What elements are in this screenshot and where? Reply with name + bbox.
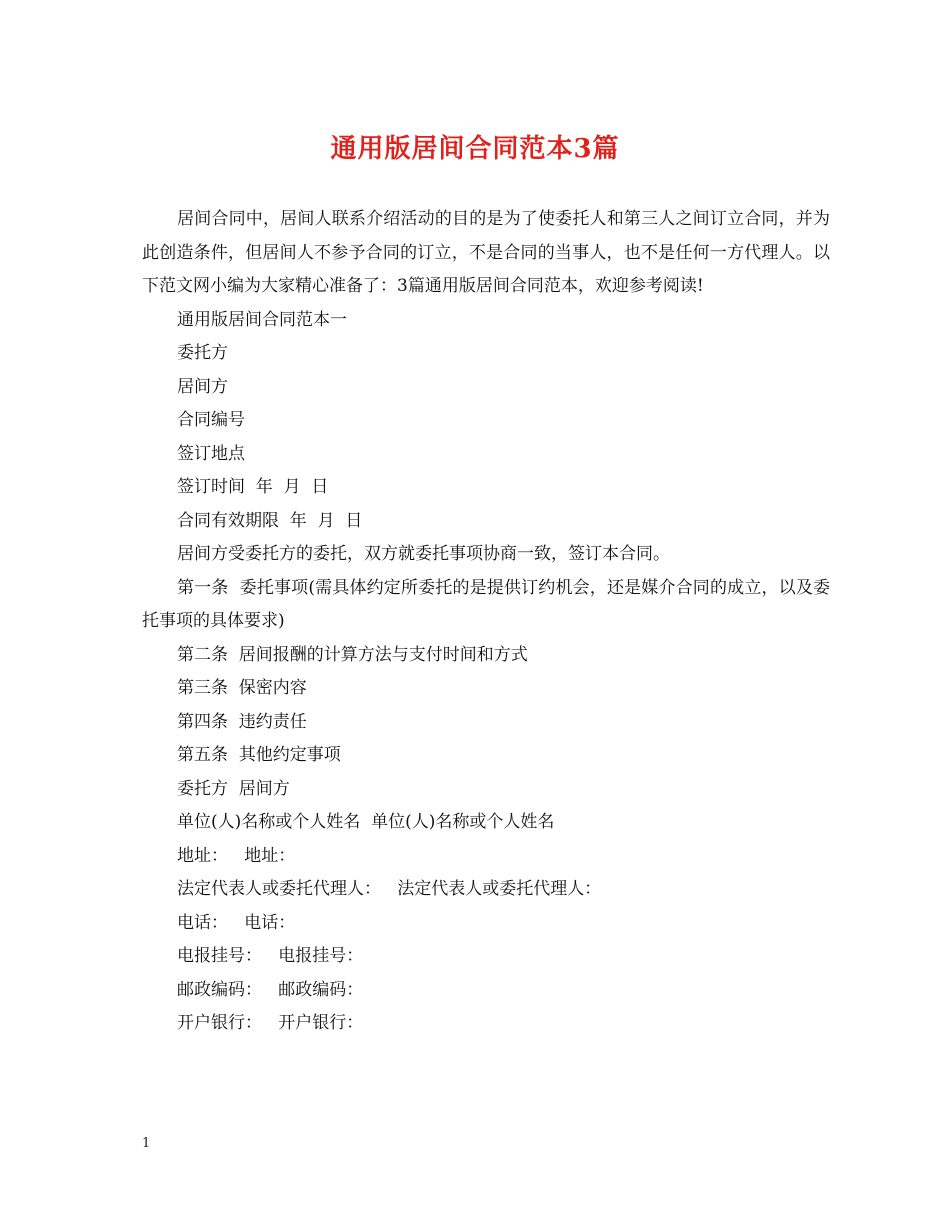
signature-telegraph: 电报挂号： 电报挂号： <box>177 946 364 966</box>
signature-phone: 电话： 电话： <box>177 912 296 933</box>
article-4: 第四条 违约责任 <box>177 711 307 732</box>
article-1: 第一条 委托事项(需具体约定所委托的是提供订约机会，还是媒介合同的成立，以及委托事项的具体要求) <box>142 577 830 631</box>
signature-address: 地址： 地址： <box>177 845 296 866</box>
page-number: 1 <box>142 1136 151 1151</box>
signature-postcode: 邮政编码： 邮政编码： <box>177 979 364 1000</box>
signature-parties: 委托方 居间方 <box>177 778 290 799</box>
signature-representative: 法定代表人或委托代理人： 法定代表人或委托代理人： <box>177 879 602 899</box>
article-5: 第五条 其他约定事项 <box>177 745 341 765</box>
field-validity-period: 合同有效期限 年 月 日 <box>177 510 363 531</box>
article-3: 第三条 保密内容 <box>177 678 307 698</box>
document-body <box>142 203 830 1041</box>
signature-name: 单位(人)名称或个人姓名 单位(人)名称或个人姓名 <box>177 812 555 832</box>
signature-bank: 开户银行： 开户银行： <box>177 1013 364 1033</box>
section-heading: 通用版居间合同范本一 <box>177 309 347 330</box>
field-signing-date: 签订时间 年 月 日 <box>177 477 329 497</box>
field-intermediary: 居间方 <box>177 376 228 397</box>
article-2: 第二条 居间报酬的计算方法与支付时间和方式 <box>177 644 528 665</box>
agreement-statement: 居间方受委托方的委托，双方就委托事项协商一致，签订本合同。 <box>177 544 670 564</box>
document-title: 通用版居间合同范本3篇 <box>330 134 620 164</box>
intro-paragraph: 居间合同中，居间人联系介绍活动的目的是为了使委托人和第三人之间订立合同，并为此创造条件，但居间人不参予合同的订立，不是合同的当事人，也不是任何一方代理人。以下范文网小编为大家精心准备了：3篇通用版居间合同范本，欢迎参考阅读! <box>142 209 830 296</box>
field-contract-number: 合同编号 <box>177 410 245 430</box>
field-signing-place: 签订地点 <box>177 443 245 464</box>
field-principal: 委托方 <box>177 343 228 363</box>
